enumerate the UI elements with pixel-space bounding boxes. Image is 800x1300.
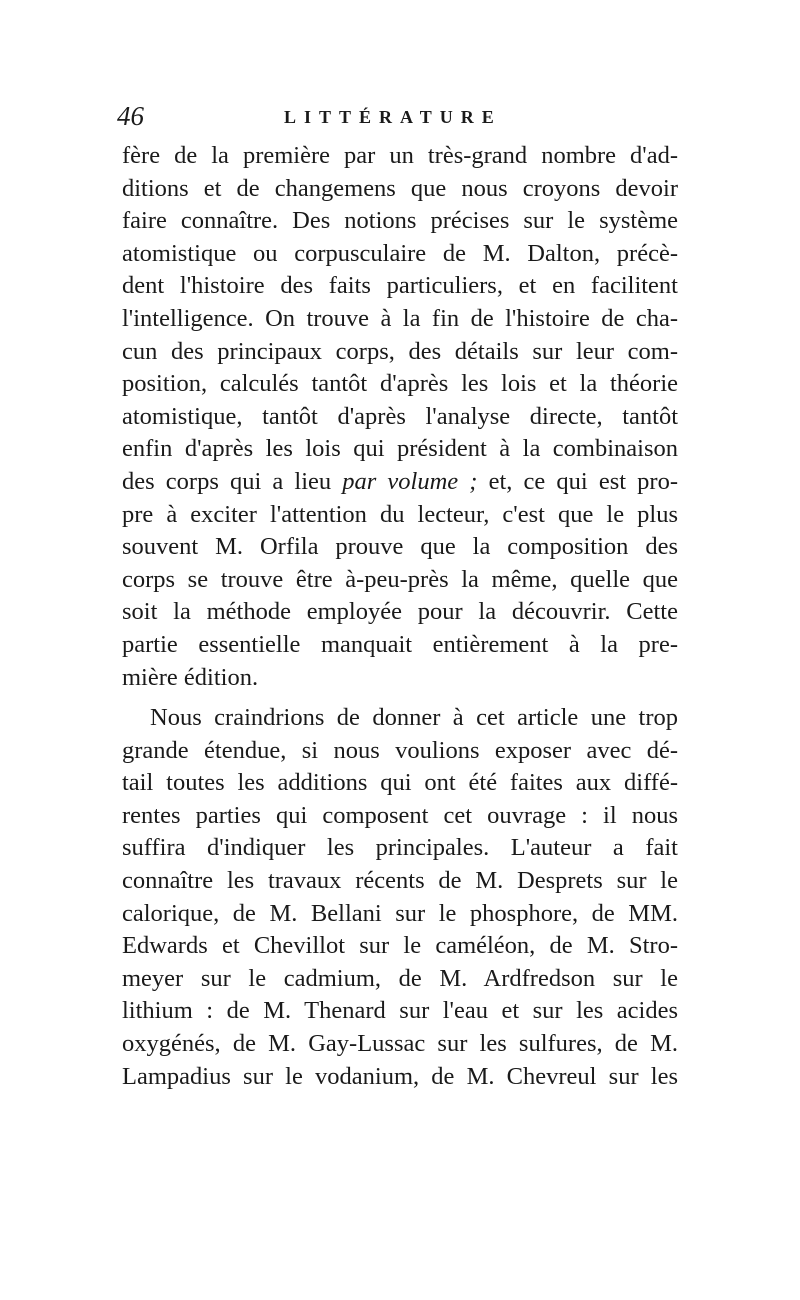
text-line: connaître les travaux récents de M. Desprets sur le <box>122 867 678 895</box>
text-line: lithium : de M. Thenard sur l'eau et sur les acides <box>122 997 678 1025</box>
text-line: suffira d'indiquer les principales. L'auteur a fait <box>122 834 678 862</box>
text-line: cun des principaux corps, des détails sur leur com- <box>122 337 678 365</box>
text-line: meyer sur le cadmium, de M. Ardfredson sur le <box>122 964 678 992</box>
text-line: tail toutes les additions qui ont été faites aux diffé- <box>122 769 678 797</box>
text-line: mière édition. <box>122 663 259 691</box>
running-head: LITTÉRATURE <box>284 107 502 127</box>
text-segment: et, ce qui est pro- <box>477 467 678 495</box>
text-line: l'intelligence. On trouve à la fin de l'histoire de cha- <box>122 304 678 332</box>
text-line: enfin d'après les lois qui président à la combinaison <box>122 435 678 463</box>
text-line: grande étendue, si nous voulions exposer avec dé- <box>122 736 678 764</box>
text-line: Lampadius sur le vodanium, de M. Chevreul sur les <box>122 1062 678 1090</box>
text-line: soit la méthode employée pour la découvrir. Cette <box>122 598 678 626</box>
text-line: Nous craindrions de donner à cet article une trop <box>150 704 678 732</box>
text-line: faire connaître. Des notions précises sur le système <box>122 207 678 235</box>
text-line: Edwards et Chevillot sur le caméléon, de M. Stro- <box>122 932 678 960</box>
text-line: position, calculés tantôt d'après les lois et la théorie <box>122 370 678 398</box>
body-text <box>122 140 678 1093</box>
page-header <box>117 100 677 132</box>
text-line: dent l'histoire des faits particuliers, et en facilitent <box>122 272 678 300</box>
text-line: pre à exciter l'attention du lecteur, c'est que le plus <box>122 500 678 528</box>
text-line-with-italic <box>122 466 678 499</box>
text-line: atomistique, tantôt d'après l'analyse directe, tantôt <box>122 402 678 430</box>
text-line: ditions et de changemens que nous croyons devoir <box>122 174 678 202</box>
paragraph-2 <box>122 702 678 1093</box>
page-number: 46 <box>117 101 144 131</box>
text-line: atomistique ou corpusculaire de M. Dalton, précè- <box>122 239 678 267</box>
text-line: rentes parties qui composent cet ouvrage : il nous <box>122 801 678 829</box>
paragraph-1 <box>122 140 678 694</box>
text-line: fère de la première par un très-grand nombre d'ad- <box>122 142 678 169</box>
text-line: corps se trouve être à-peu-près la même, quelle que <box>122 565 678 593</box>
text-segment: des corps qui a lieu <box>122 467 343 495</box>
text-line: souvent M. Orfila prouve que la composition des <box>122 533 678 561</box>
italic-phrase: par volume ; <box>342 467 478 495</box>
text-line: partie essentielle manquait entièrement à la pre- <box>122 630 678 658</box>
text-line: calorique, de M. Bellani sur le phosphore, de MM. <box>122 899 678 927</box>
text-line: oxygénés, de M. Gay-Lussac sur les sulfures, de M. <box>122 1030 678 1058</box>
